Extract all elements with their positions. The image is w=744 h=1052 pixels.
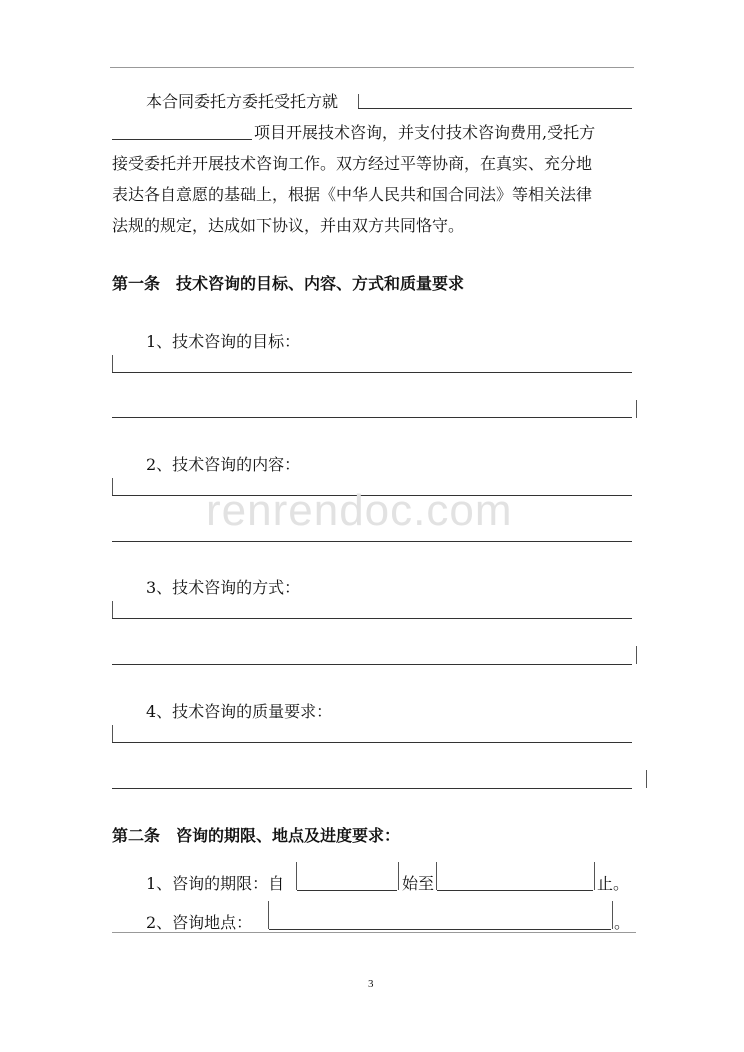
blank-tick bbox=[358, 94, 359, 108]
intro-line-5: 法规的规定，达成如下协议，并由双方共同恪守。 bbox=[112, 216, 465, 235]
field-tick bbox=[112, 355, 113, 373]
period-mid-text: 始至 bbox=[402, 874, 435, 893]
goal-line-1[interactable] bbox=[112, 372, 632, 373]
field-tick bbox=[296, 862, 297, 890]
field-tick bbox=[112, 725, 113, 743]
period-end-text: 止。 bbox=[597, 874, 630, 893]
field-tick bbox=[636, 400, 637, 418]
method-line-1[interactable] bbox=[112, 618, 632, 619]
intro-line-1: 本合同委托方委托受托方就 bbox=[146, 92, 339, 111]
footer-rule bbox=[112, 932, 636, 933]
item-method-label: 3、技术咨询的方式： bbox=[146, 578, 301, 597]
intro-line-4: 表达各自意愿的基础上，根据《中华人民共和国合同法》等相关法律 bbox=[112, 185, 593, 204]
item-content-label: 2、技术咨询的内容： bbox=[146, 455, 301, 474]
item-quality-label: 4、技术咨询的质量要求： bbox=[146, 702, 333, 721]
project-name-blank[interactable] bbox=[358, 108, 632, 109]
quality-line-2[interactable] bbox=[112, 788, 632, 789]
article-1-heading: 第一条 技术咨询的目标、内容、方式和质量要求 bbox=[112, 274, 465, 293]
period-label: 1、咨询的期限：自 bbox=[146, 874, 285, 893]
place-label: 2、咨询地点： bbox=[146, 913, 253, 932]
place-blank[interactable] bbox=[269, 929, 611, 930]
field-tick bbox=[436, 862, 437, 890]
header-rule bbox=[110, 67, 634, 68]
watermark: renrendoc.com bbox=[206, 486, 513, 535]
method-line-2[interactable] bbox=[112, 664, 632, 665]
field-tick bbox=[594, 862, 595, 890]
period-end-blank[interactable] bbox=[437, 890, 593, 891]
field-tick bbox=[636, 646, 637, 664]
content-line-2[interactable] bbox=[112, 541, 632, 542]
field-tick bbox=[612, 901, 613, 929]
period-start-blank[interactable] bbox=[297, 890, 397, 891]
field-tick bbox=[646, 770, 647, 788]
place-end-text: 。 bbox=[614, 913, 631, 932]
field-tick bbox=[398, 862, 399, 890]
page-number: 3 bbox=[368, 978, 374, 990]
intro-line-2: 项目开展技术咨询，并支付技术咨询费用,受托方 bbox=[254, 123, 596, 142]
article-2-heading: 第二条 咨询的期限、地点及进度要求： bbox=[112, 826, 401, 845]
quality-line-1[interactable] bbox=[112, 742, 632, 743]
project-name-blank-2[interactable] bbox=[112, 139, 252, 140]
field-tick bbox=[268, 901, 269, 929]
field-tick bbox=[112, 601, 113, 619]
goal-line-2[interactable] bbox=[112, 417, 632, 418]
intro-line-3: 接受委托并开展技术咨询工作。双方经过平等协商，在真实、充分地 bbox=[112, 154, 593, 173]
field-tick bbox=[112, 478, 113, 496]
item-goal-label: 1、技术咨询的目标： bbox=[146, 332, 301, 351]
